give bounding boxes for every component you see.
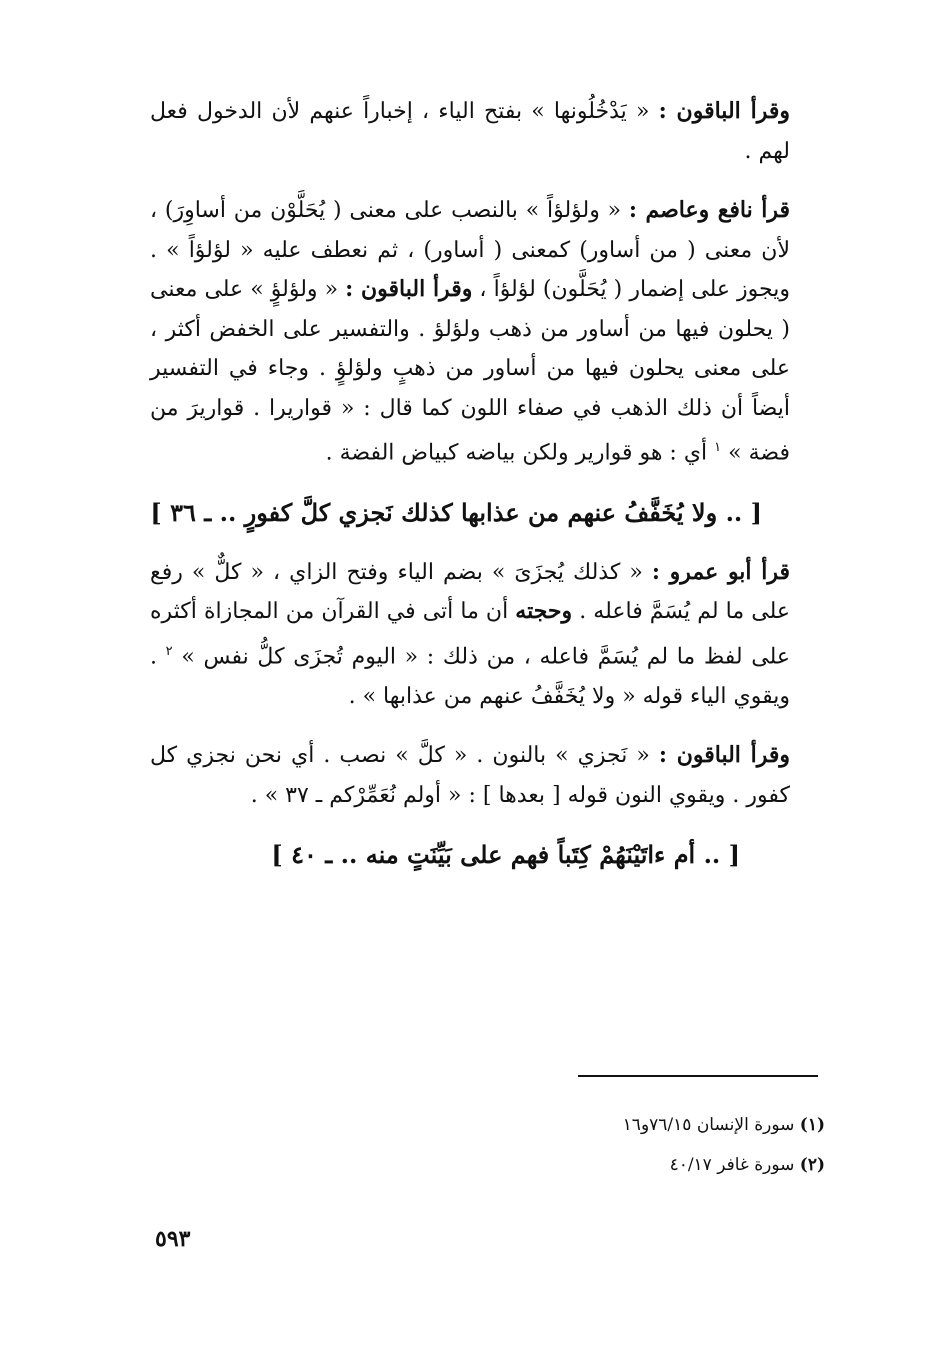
- page-body: [150, 92, 790, 895]
- footnote-divider: [578, 1075, 818, 1077]
- verse-36: [ .. ولا يُخَفَّفُ عنهم من عذابها كذلك نَجزي كلَّ كفورٍ .. ـ ٣٦ ]: [150, 497, 762, 527]
- footnote-1-number: (١): [799, 1115, 825, 1135]
- verse-40: [ .. أم ءاتَيْنَهُمْ كِتَباً فهم على بَيِّنَتٍ منه .. ـ ٤٠ ]: [271, 840, 740, 870]
- footnote-ref-1: ١: [714, 440, 722, 455]
- paragraph-1-text: « يَدْخُلُونها » بفتح الياء ، إخباراً عنهم لأن الدخول فعل لهم .: [150, 99, 790, 164]
- paragraph-2-text: « ولؤلؤاً » بالنصب على معنى ( يُحَلَّوْن من أساوِرَ) ، لأن معنى ( من أساور) كمعنى ( أساور) ، ثم نعطف عليه « لؤلؤاً » . ويجوز على إضمار ( يُحَلَّون) لؤلؤاً ،: [150, 198, 790, 302]
- footnote-ref-2: ٢: [165, 643, 173, 659]
- paragraph-3-lead-2: وحجته: [515, 598, 573, 625]
- paragraph-4-text: « نَجزي » بالنون . « كلَّ » نصب . أي نحن نجزي كل كفور . ويقوي النون قوله [ بعدها ] : « أولم نُعَمِّرْكم ـ ٣٧ » .: [150, 743, 790, 808]
- footnote-2-number: (٢): [799, 1155, 825, 1175]
- paragraph-3-text: « كذلك يُجزَىَ » بضم الياء وفتح الزاي ، « كلٌّ » رفع على ما لم يُسَمَّ فاعله .: [150, 559, 790, 625]
- paragraph-4-lead: وقرأ الباقون :: [658, 742, 791, 769]
- paragraph-3: [150, 553, 790, 716]
- footnote-2-text: سورة غافر ٤٠/١٧: [669, 1155, 795, 1175]
- paragraph-3-lead: قرأ أبو عمرو :: [651, 558, 790, 585]
- paragraph-2-text-2: « ولؤلؤٍ » على معنى ( يحلون فيها من أساور من ذهب ولؤلؤ . والتفسير على الخفض أكثر ، على معنى يحلون فيها من أساور من ذهبٍ ولؤلؤٍ . وجاء في التفسير أيضاً أن ذلك الذهب في صفاء اللون كما قال : « قواريرا . قواريرَ من فضة »: [150, 277, 790, 466]
- footnote-2: [425, 1145, 825, 1185]
- footnote-1: [425, 1105, 825, 1145]
- footnotes: [425, 1105, 825, 1185]
- paragraph-2-lead: قرأ نافع وعاصم :: [628, 197, 790, 223]
- paragraph-1: [150, 92, 790, 171]
- paragraph-1-lead: وقرأ الباقون :: [658, 98, 790, 124]
- paragraph-2-text-3: أي : هو قوارير ولكن بياضه كبياض الفضة .: [325, 440, 715, 466]
- paragraph-3-text-3: . ويقوي الياء قوله « ولا يُخَفَّفُ عنهم من عذابها » .: [150, 644, 790, 709]
- paragraph-4: [150, 736, 790, 815]
- footnote-1-text: سورة الإنسان ٧٦/١٥و١٦: [622, 1115, 795, 1135]
- paragraph-2: [150, 191, 790, 473]
- page-number: ٥٩٣: [155, 1226, 191, 1252]
- paragraph-3-text-2: أن ما أتى في القرآن من المجازاة أكثره على لفظ ما لم يُسَمَّ فاعله ، من ذلك : « اليوم تُجزَى كلُّ نفس »: [150, 599, 790, 670]
- paragraph-2-lead-2: وقرأ الباقون :: [345, 276, 473, 302]
